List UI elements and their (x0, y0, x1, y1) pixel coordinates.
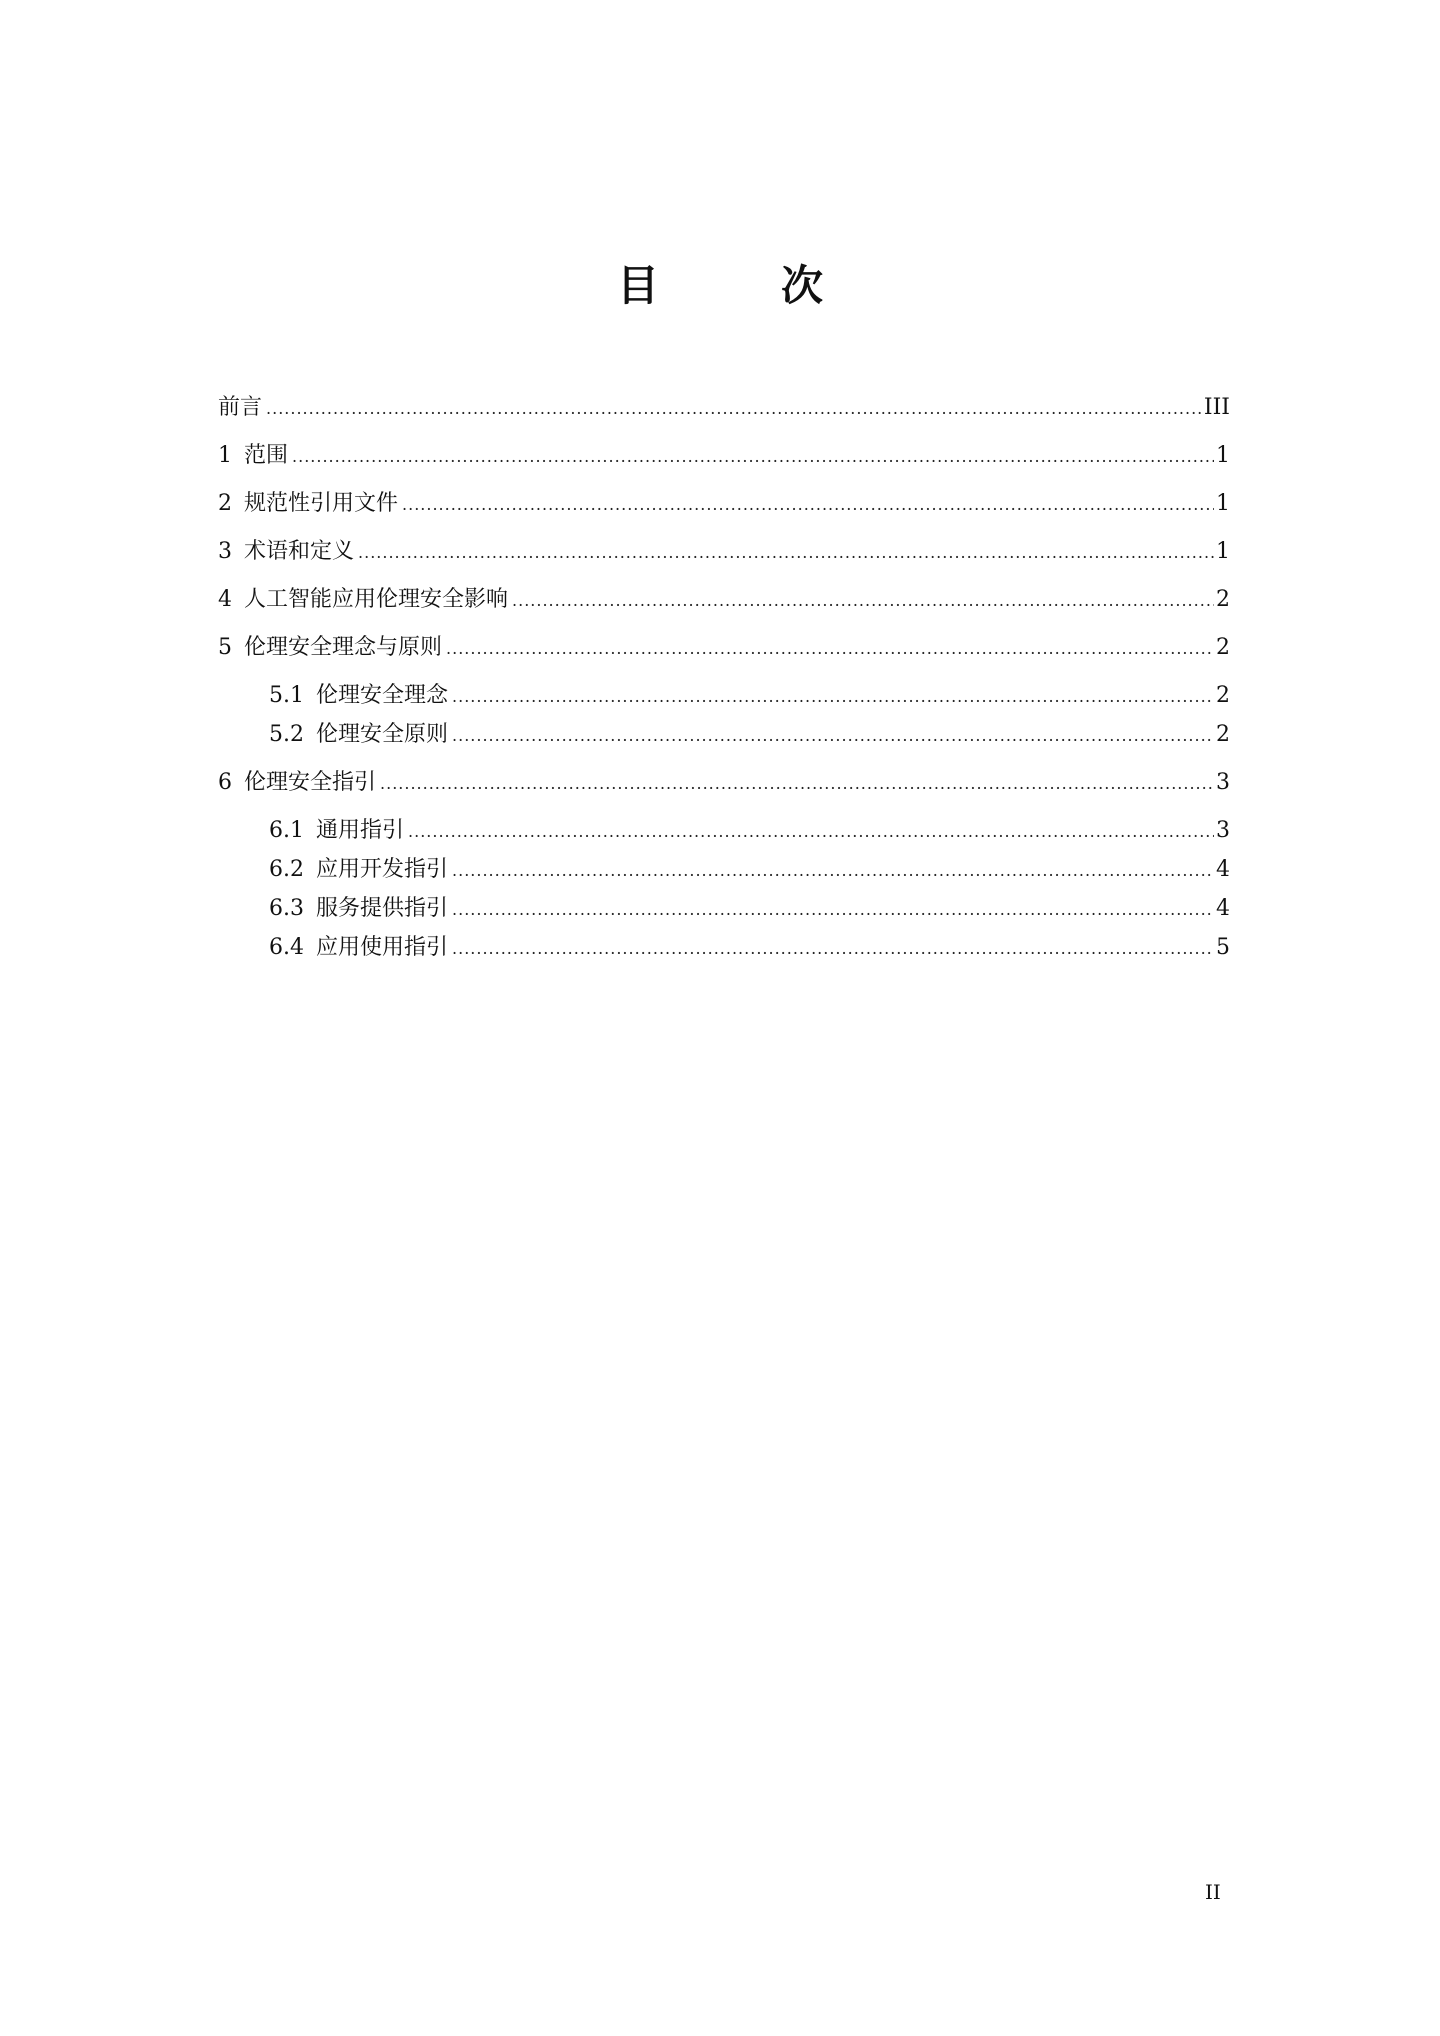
page-title: 目 次 (616, 261, 863, 310)
toc-entry-number: 6.1 (269, 818, 304, 843)
toc-entry-terms-definitions[interactable] (218, 537, 1230, 568)
toc-entry-ethics-impact[interactable] (218, 585, 1230, 616)
toc-entry-page: 2 (1216, 635, 1230, 660)
toc-entry-page: 1 (1216, 491, 1230, 516)
toc-entry-number: 6.2 (269, 857, 304, 882)
toc-entry-number: 6.3 (269, 896, 304, 921)
toc-leader-dots (266, 394, 1202, 424)
toc-entry-general-guidelines[interactable] (218, 816, 1230, 847)
toc-leader-dots (452, 721, 1214, 751)
toc-entry-page: 3 (1216, 770, 1230, 795)
toc-entry-label: 规范性引用文件 (244, 491, 399, 516)
toc-entry-label: 通用指引 (316, 818, 405, 843)
toc-entry-label: 范围 (244, 443, 289, 468)
toc-entry-number: 3 (218, 539, 232, 564)
toc-leader-dots (452, 682, 1214, 712)
toc-entry-label: 伦理安全理念与原则 (244, 635, 443, 660)
toc-entry-label: 服务提供指引 (316, 896, 449, 921)
toc-entry-page: 3 (1216, 818, 1230, 843)
toc-leader-dots (380, 769, 1214, 799)
toc-entry-label: 伦理安全原则 (316, 722, 449, 747)
toc-entry-ethics-principles[interactable] (218, 720, 1230, 751)
toc-entry-number: 1 (218, 443, 232, 468)
toc-entry-concepts-principles[interactable] (218, 633, 1230, 664)
toc-entry-number: 5.1 (269, 683, 304, 708)
toc-entry-number: 6 (218, 770, 232, 795)
toc-entry-page: 1 (1216, 443, 1230, 468)
toc-entry-label: 前言 (218, 395, 263, 420)
toc-leader-dots (452, 895, 1214, 925)
toc-entry-normative-references[interactable] (218, 489, 1230, 520)
toc-entry-foreword[interactable] (218, 393, 1230, 424)
toc-entry-number: 6.4 (269, 935, 304, 960)
toc-entry-page: 2 (1216, 683, 1230, 708)
toc-entry-ethics-guidelines[interactable] (218, 768, 1230, 799)
toc-leader-dots (292, 442, 1214, 472)
toc-entry-label: 伦理安全指引 (244, 770, 377, 795)
toc-leader-dots (452, 934, 1214, 964)
toc-leader-dots (402, 490, 1214, 520)
toc-entry-number: 5.2 (269, 722, 304, 747)
toc-leader-dots (358, 538, 1214, 568)
toc-entry-ethics-concepts[interactable] (218, 681, 1230, 712)
toc-entry-page: 2 (1216, 722, 1230, 747)
toc-entry-page: 5 (1216, 935, 1230, 960)
toc-entry-page: 1 (1216, 539, 1230, 564)
toc-entry-label: 伦理安全理念 (316, 683, 449, 708)
toc-entry-number: 4 (218, 587, 232, 612)
toc-entry-page: 4 (1216, 857, 1230, 882)
toc-entry-usage-guidelines[interactable] (218, 933, 1230, 964)
toc-entry-page: 4 (1216, 896, 1230, 921)
toc-entry-label: 应用开发指引 (316, 857, 449, 882)
toc-entry-label: 术语和定义 (244, 539, 355, 564)
toc-entry-page: III (1203, 395, 1230, 420)
table-of-contents (218, 393, 1230, 981)
toc-entry-service-guidelines[interactable] (218, 894, 1230, 925)
toc-entry-label: 人工智能应用伦理安全影响 (244, 587, 509, 612)
toc-entry-page: 2 (1216, 587, 1230, 612)
toc-entry-label: 应用使用指引 (316, 935, 449, 960)
toc-entry-number: 5 (218, 635, 232, 660)
toc-entry-development-guidelines[interactable] (218, 855, 1230, 886)
toc-leader-dots (408, 817, 1214, 847)
toc-leader-dots (512, 586, 1214, 616)
toc-entry-number: 2 (218, 491, 232, 516)
toc-leader-dots (452, 856, 1214, 886)
page-number: II (1205, 1880, 1221, 1904)
toc-leader-dots (446, 634, 1214, 664)
toc-entry-scope[interactable] (218, 441, 1230, 472)
